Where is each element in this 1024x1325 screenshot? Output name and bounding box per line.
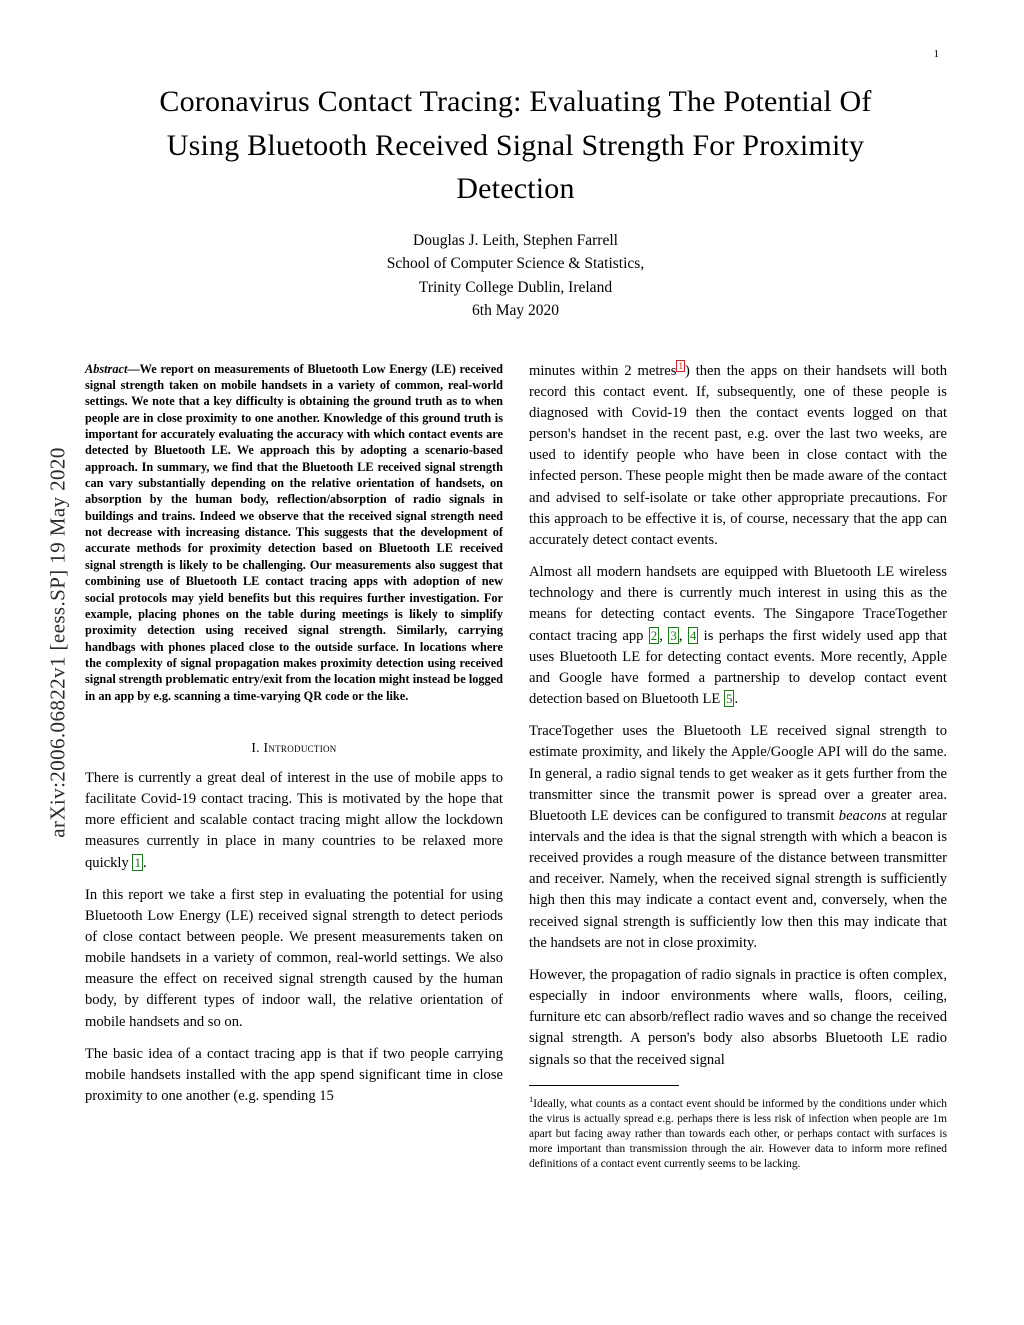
two-column-body xyxy=(85,361,946,1173)
citation-link-5[interactable]: 5 xyxy=(725,691,733,707)
page-number: 1 xyxy=(933,48,939,60)
right-column xyxy=(529,361,947,1173)
publication-date: 6th May 2020 xyxy=(472,302,559,320)
intro-p1-text-a: There is currently a great deal of interest in the use of mobile apps to facilitate Covid-19 contact tracing. This is motivated by the hope that more efficient and scalable contact tracing might allow the lockdown measures currently in place in many countries to be relaxed more quickly xyxy=(85,769,503,871)
footnote-divider xyxy=(529,1085,679,1086)
abstract-text: We report on measurements of Bluetooth Low Energy (LE) received signal strength taken on mobile handsets in a variety of common, real-world settings. We note that a key difficulty is obtaining the ground truth as to when people are in close proximity to one another. Knowledge of this ground truth is important for accurately evaluating the accuracy with which contact events are detected by Bluetooth LE. We approach this by adopting a scenario-based approach. In summary, we find that the Bluetooth LE received signal strength can vary substantially depending on the relative orientation of handsets, on absorption by the human body, reflection/absorption of radio signals in buildings and trains. Indeed we observe that the received signal strength need not decrease with increasing distance. This suggests that the development of accurate methods for proximity detection based on Bluetooth LE received signal strength is likely to be challenging. Our measurements also suggest that combining use of Bluetooth LE contact tracing apps with adoption of new social protocols may yield benefits but this requires further investigation. For example, placing phones on the table during meetings is likely to simplify proximity detection using received signal strength. Similarly, carrying handbags with phones placed close to the outside surface. In locations where the complexity of signal propagation makes proximity detection using received signal strength problematic entry/exit from the location might instead be logged in an app by e.g. scanning a time-varying QR code or the like. xyxy=(85,361,503,703)
section-heading-introduction: I. Introduction xyxy=(251,739,337,755)
citation-link-1[interactable]: 1 xyxy=(134,854,141,870)
intro-p1-text-b: . xyxy=(142,854,147,871)
abstract xyxy=(85,361,503,704)
footnote-number: 1 xyxy=(529,1093,534,1104)
right-paragraph-4: However, the propagation of radio signals in practice is often complex, especially in indoor environments where walls, floors, ceiling, furniture etc can absorb/reflect radio waves and so change the received signal strength. A person's body also absorbs Bluetooth LE radio signals so that the received signal xyxy=(529,966,947,1068)
author-department: School of Computer Science & Statistics, xyxy=(386,255,645,273)
emphasis-beacons: beacons xyxy=(838,807,887,824)
footnote-body-text: Ideally, what counts as a contact event should be informed by the conditions under which the virus is actually spread e.g. perhaps there is less risk of infection when people are 1m apart but facing away rather than towards each other, or perhaps contact with surfaces is more important than transmission through the air. However data to inform more refined definitions of a contact event currently seems to be lacking. xyxy=(529,1097,947,1171)
right-p1-text-b: ) then the apps on their handsets will both record this contact event. If, subsequently, one of these people is diagnosed with Covid-19 then the contact events logged on that person's handset in the recent past, e.g. over the last two weeks, are used to identify people who have been in close contact with the infected person. These people might then be made aware of the contact and advised to self-isolate or take other appropriate precautions. For this approach to be effective it is, of course, necessary that the app can accurately detect contact events. xyxy=(529,362,948,548)
right-paragraph-2: Almost all modern handsets are equipped with Bluetooth LE wireless technology and there is currently much interest in using this as the means for detecting contact events. The Singapore TraceTogether contact tracing app 2 , 3 , 4 is perhaps the first widely used app that uses Bluetooth LE for detecting contact events. More recently, Apple and Google have formed a partnership to develop contact event detection based on Bluetooth LE 5 . xyxy=(529,564,948,708)
footnote-reference-1[interactable]: 1 xyxy=(678,360,683,371)
author-block xyxy=(85,229,946,323)
right-p3-text-b: at regular intervals and the idea is that the signal strength with which a beacon is received provides a rough measure of the distance between transmitter and receiver. Namely, when the received signal strength is sufficiently high then this may indicate a contact event and, conversely, when the received signal strength is sufficiently low then this may indicate that the handsets are not in close proximity. xyxy=(529,807,947,951)
right-p3-text-a: TraceTogether uses the Bluetooth LE received signal strength to estimate proximity, and likely the Apple/Google API will do the same. In general, a radio signal tends to get weaker as it gets further from the transmitter since the transmit power is spread over a greater area. Bluetooth LE devices can be configured to transmit xyxy=(529,723,947,824)
author-institution: Trinity College Dublin, Ireland xyxy=(418,278,613,296)
arxiv-identifier-stamp: arXiv:2006.06822v1 [eess.SP] 19 May 2020 xyxy=(45,447,70,838)
page-title: Coronavirus Contact Tracing: Evaluating The Potential Of Using Bluetooth Received Signal Strength For Proximity Detection xyxy=(159,85,872,205)
author-names: Douglas J. Leith, Stephen Farrell xyxy=(413,231,618,249)
right-p2-text-c: . xyxy=(734,691,739,708)
right-p2-text-a: Almost all modern handsets are equipped with Bluetooth LE wireless technology and there is currently much interest in using this as the means for detecting contact events. The Singapore TraceTogether contact tracing app xyxy=(529,564,947,644)
intro-paragraph-3: The basic idea of a contact tracing app is that if two people carrying mobile handsets installed with the app spend significant time in close proximity to one another (e.g. spending 15 xyxy=(85,1045,503,1105)
left-column xyxy=(85,361,503,1173)
abstract-dash: — xyxy=(127,361,140,376)
right-p2-text-b: is perhaps the first widely used app that uses Bluetooth LE for detecting contact events. More recently, Apple and Google have formed a partnership to develop contact event detection based on Bluetooth LE xyxy=(529,627,948,708)
footnote-1 xyxy=(529,1094,947,1173)
right-p1-text-a: minutes within 2 metres xyxy=(529,362,677,379)
paper-content xyxy=(85,80,946,1172)
right-paragraph-3 xyxy=(529,721,947,954)
right-paragraph-1 xyxy=(529,361,947,551)
intro-paragraph-2: In this report we take a first step in evaluating the potential for using Bluetooth Low Energy (LE) received signal strength to detect periods of close contact between people. We present measurements taken on mobile handsets in a variety of common, real-world settings. We also measure the effect on received signal strength caused by the human body, by different types of indoor wall, the relative orientation of mobile handsets and so on. xyxy=(85,886,503,1030)
citation-link-2[interactable]: 2 xyxy=(650,627,658,643)
abstract-label: Abstract xyxy=(85,361,128,376)
citation-link-4[interactable]: 4 xyxy=(689,627,697,643)
citation-link-3[interactable]: 3 xyxy=(670,627,677,643)
intro-paragraph-1 xyxy=(85,768,503,874)
